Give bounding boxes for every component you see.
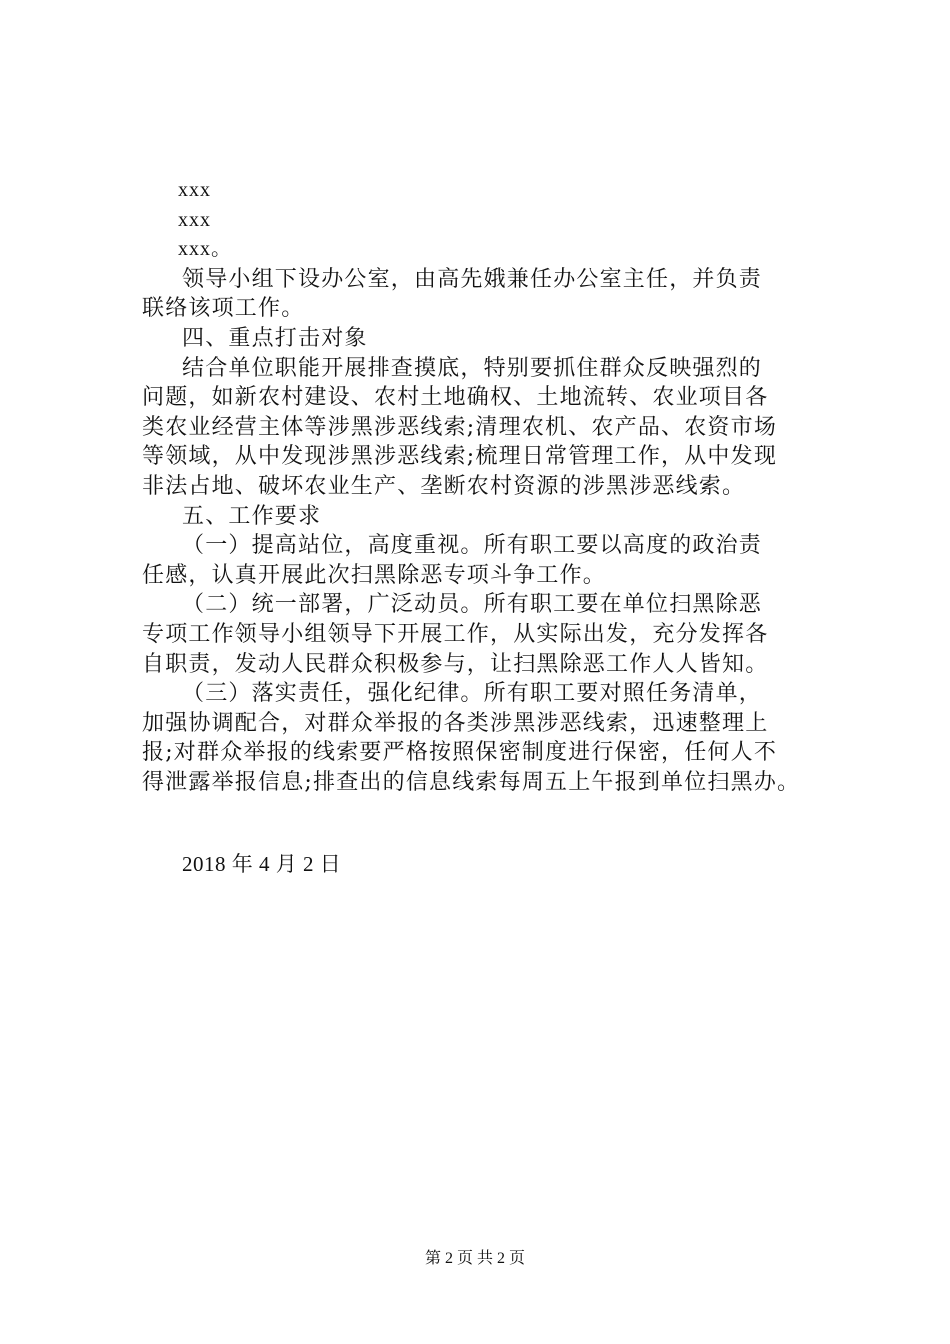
document-date: 2018 年 4 月 2 日 xyxy=(182,852,342,876)
paragraph-line: （三）落实责任，强化纪律。所有职工要对照任务清单， xyxy=(182,681,763,707)
paragraph-line: 等领域，从中发现涉黑涉恶线索;梳理日常管理工作，从中发现 xyxy=(142,444,778,470)
section-heading: 五、工作要求 xyxy=(182,503,322,529)
paragraph-line: 类农业经营主体等涉黑涉恶线索;清理农机、农产品、农资市场 xyxy=(142,414,778,440)
paragraph-line: 结合单位职能开展排查摸底，特别要抓住群众反映强烈的 xyxy=(182,355,763,381)
paragraph-line: 得泄露举报信息;排查出的信息线索每周五上午报到单位扫黑办。 xyxy=(142,769,801,795)
member-name: xxx xyxy=(178,208,211,231)
paragraph-line: （二）统一部署，广泛动员。所有职工要在单位扫黑除恶 xyxy=(182,592,763,618)
paragraph-line: 非法占地、破坏农业生产、垄断农村资源的涉黑涉恶线索。 xyxy=(142,473,746,499)
paragraph-line: 加强协调配合，对群众举报的各类涉黑涉恶线索，迅速整理上 xyxy=(142,710,769,736)
section-heading: 四、重点打击对象 xyxy=(182,325,368,351)
paragraph-line: （一）提高站位，高度重视。所有职工要以高度的政治责 xyxy=(182,533,763,559)
paragraph-line: 领导小组下设办公室，由高先娥兼任办公室主任，并负责 xyxy=(182,266,763,292)
page-footer: 第 2 页 共 2 页 xyxy=(424,1250,525,1267)
member-name: xxx xyxy=(178,179,211,201)
paragraph-line: 报;对群众举报的线索要严格按照保密制度进行保密，任何人不 xyxy=(142,740,778,766)
member-name: xxx。 xyxy=(178,238,232,261)
paragraph-line: 任感，认真开展此次扫黑除恶专项斗争工作。 xyxy=(142,562,607,588)
paragraph-line: 专项工作领导小组领导下开展工作，从实际出发，充分发挥各 xyxy=(142,621,769,647)
paragraph-line: 自职责，发动人民群众积极参与，让扫黑除恶工作人人皆知。 xyxy=(142,651,769,677)
document-body xyxy=(142,176,842,797)
paragraph-line: 问题，如新农村建设、农村土地确权、土地流转、农业项目各 xyxy=(142,385,769,411)
paragraph-line: 联络该项工作。 xyxy=(142,296,305,322)
